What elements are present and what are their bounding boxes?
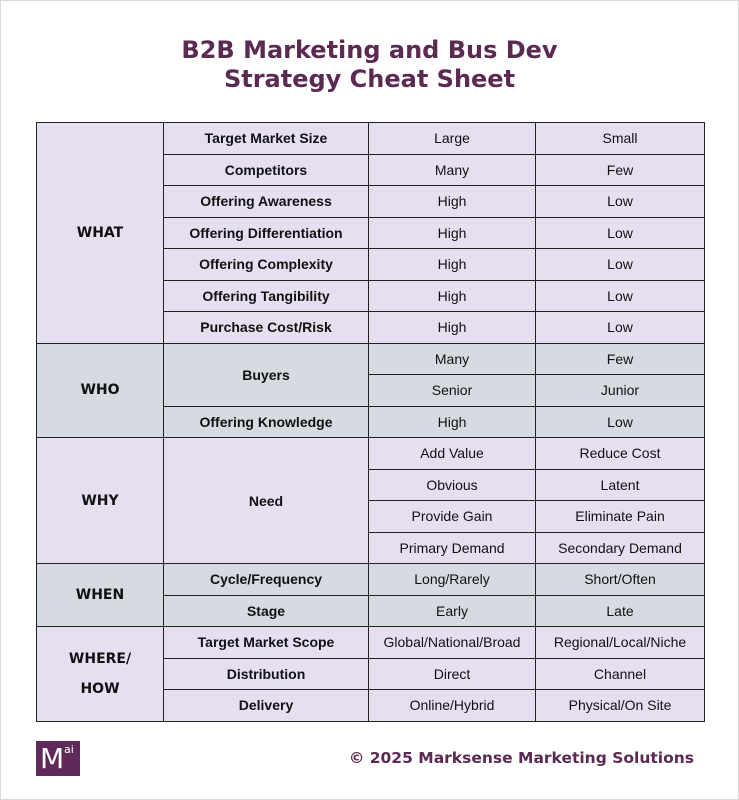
factor-cell: Offering Complexity (164, 249, 369, 281)
title-line-1: B2B Marketing and Bus Dev (181, 36, 558, 64)
value-cell: Channel (536, 658, 705, 690)
value-cell: High (369, 406, 536, 438)
value-cell: Low (536, 280, 705, 312)
value-cell: Late (536, 595, 705, 627)
value-cell: Reduce Cost (536, 438, 705, 470)
factor-cell: Distribution (164, 658, 369, 690)
value-cell: Physical/On Site (536, 690, 705, 722)
value-cell: Direct (369, 658, 536, 690)
factor-cell: Purchase Cost/Risk (164, 312, 369, 344)
value-cell: Add Value (369, 438, 536, 470)
factor-cell: Need (164, 438, 369, 564)
value-cell: Many (369, 154, 536, 186)
section-label-why: WHY (37, 438, 164, 564)
company-logo (36, 741, 80, 776)
value-cell: High (369, 312, 536, 344)
section-label-where-how (37, 627, 164, 722)
page-title (0, 36, 739, 94)
value-cell: Few (536, 343, 705, 375)
table-row (37, 343, 705, 375)
section-label-how: HOW (80, 680, 120, 697)
factor-cell: Offering Awareness (164, 186, 369, 218)
factor-cell: Offering Knowledge (164, 406, 369, 438)
value-cell: Short/Often (536, 564, 705, 596)
table-row (37, 438, 705, 470)
value-cell: Low (536, 249, 705, 281)
value-cell: High (369, 249, 536, 281)
value-cell: Secondary Demand (536, 532, 705, 564)
factor-cell: Buyers (164, 343, 369, 406)
value-cell: Early (369, 595, 536, 627)
value-cell: Senior (369, 375, 536, 407)
table-row (37, 627, 705, 659)
value-cell: Long/Rarely (369, 564, 536, 596)
factor-cell: Competitors (164, 154, 369, 186)
value-cell: High (369, 186, 536, 218)
factor-cell: Delivery (164, 690, 369, 722)
value-cell: Eliminate Pain (536, 501, 705, 533)
value-cell: Many (369, 343, 536, 375)
value-cell: Low (536, 217, 705, 249)
section-label-what: WHAT (37, 123, 164, 344)
factor-cell: Offering Differentiation (164, 217, 369, 249)
value-cell: Small (536, 123, 705, 155)
value-cell: Low (536, 312, 705, 344)
table-row (37, 123, 705, 155)
strategy-table (36, 122, 705, 722)
value-cell: Latent (536, 469, 705, 501)
value-cell: Online/Hybrid (369, 690, 536, 722)
factor-cell: Stage (164, 595, 369, 627)
copyright-text: © 2025 Marksense Marketing Solutions (348, 749, 694, 767)
value-cell: Low (536, 186, 705, 218)
value-cell: Provide Gain (369, 501, 536, 533)
value-cell: Few (536, 154, 705, 186)
value-cell: Primary Demand (369, 532, 536, 564)
section-label-where: WHERE/ (68, 650, 132, 667)
value-cell: Global/National/Broad (369, 627, 536, 659)
logo-superscript: ai (64, 743, 74, 756)
value-cell: High (369, 217, 536, 249)
factor-cell: Cycle/Frequency (164, 564, 369, 596)
value-cell: Large (369, 123, 536, 155)
title-line-2: Strategy Cheat Sheet (223, 65, 516, 93)
factor-cell: Offering Tangibility (164, 280, 369, 312)
value-cell: Junior (536, 375, 705, 407)
value-cell: Obvious (369, 469, 536, 501)
section-label-when: WHEN (37, 564, 164, 627)
section-label-who: WHO (37, 343, 164, 438)
logo-letter: M (40, 742, 65, 775)
table-row (37, 564, 705, 596)
value-cell: High (369, 280, 536, 312)
factor-cell: Target Market Size (164, 123, 369, 155)
factor-cell: Target Market Scope (164, 627, 369, 659)
value-cell: Regional/Local/Niche (536, 627, 705, 659)
value-cell: Low (536, 406, 705, 438)
